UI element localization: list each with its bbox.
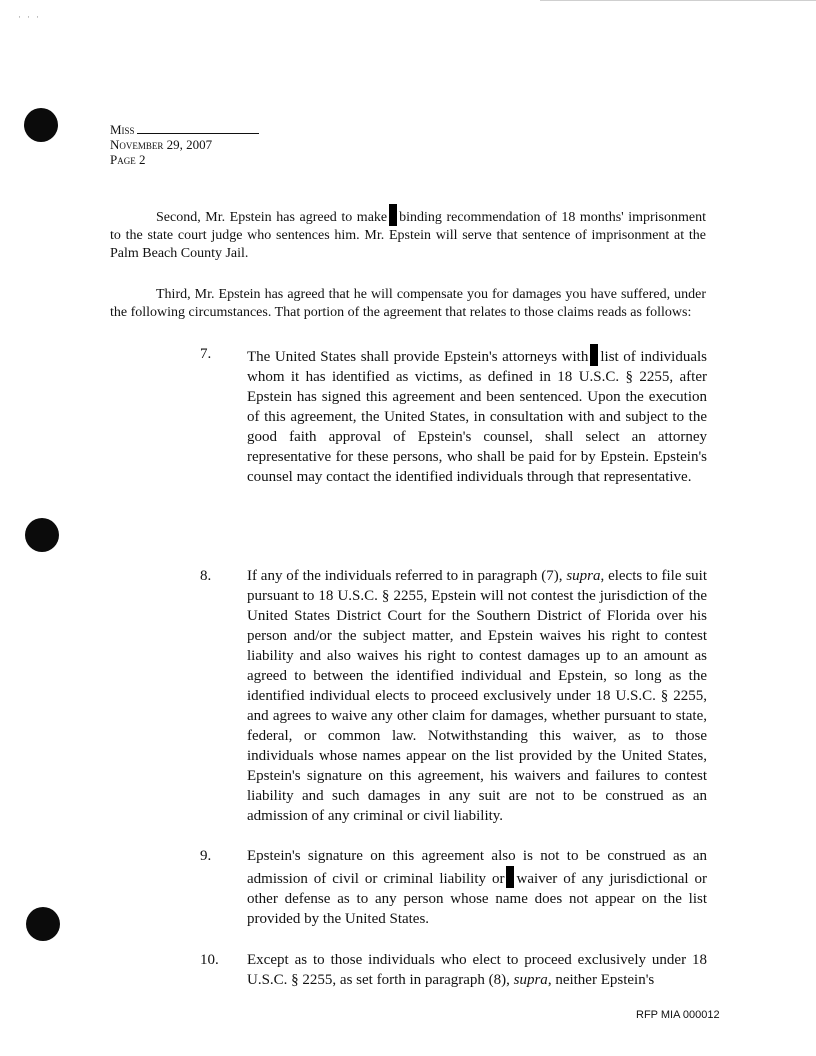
redaction-bar [506, 866, 514, 888]
scan-specks: ··· [18, 12, 45, 22]
punch-hole-top [24, 108, 58, 142]
punch-hole-bottom [26, 907, 60, 941]
item-number: 8. [200, 568, 212, 584]
item-text: Epstein's signature on this agreement also is not to be construed as an admission of civil or criminal liability or waiver of any jurisdictional or other defense as to any person whose name does not appear on the list provided by the United States. [247, 848, 707, 927]
item-number: 10. [200, 952, 219, 968]
paragraph-second: Second, Mr. Epstein has agreed to make binding recommendation of 18 months' imprisonment to the state court judge who sentences him. Mr. Epstein will serve that sentence of imprisonment at the Palm Beach County Jail. [110, 204, 706, 263]
item-text: Except as to those individuals who elect to proceed exclusively under 18 U.S.C. § 2255, as set forth in paragraph (8), supra, neither Epstein's [247, 952, 707, 988]
redaction-bar [389, 204, 397, 226]
item-number: 7. [200, 346, 212, 362]
item-text: The United States shall provide Epstein's attorneys with list of individuals whom it has identified as victims, as defined in 18 U.S.C. § 2255, after Epstein has signed this agreement and been sentenced. Upon the execution of this agreement, the United States, in consultation with and subject to the good faith approval of Epstein's counsel, shall select an attorney representative for these persons, who shall be paid for by Epstein. Epstein's counsel may contact the identified individuals through that representative. [247, 344, 707, 487]
scan-edge-line [540, 0, 816, 1]
recipient-salutation: Miss [110, 122, 135, 137]
letter-date: November 29, 2007 [110, 137, 213, 152]
page-number: Page 2 [110, 152, 146, 167]
paragraph-third: Third, Mr. Epstein has agreed that he will compensate you for damages you have suffered, under the following circumstances. That portion of the agreement that relates to those claims reads as follows: [110, 287, 706, 320]
redaction-bar [590, 344, 598, 366]
item-text: If any of the individuals referred to in paragraph (7), supra, elects to file suit pursuant to 18 U.S.C. § 2255, Epstein will not contest the jurisdiction of the United States District Court for the Southern District of Florida over his person and/or the subject matter, and Epstein waives his right to contest liability and also waives his right to contest damages up to an amount as agreed to between the identified individual and Epstein, so long as the identified individual elects to proceed exclusively under 18 U.S.C. § 2255, and agrees to waive any other claim for damages, whether pursuant to state, federal, or common law. Notwithstanding this waiver, as to those individuals whose names appear on the list provided by the United States, Epstein's signature on this agreement, his waivers and failures to contest liability and such damages in any suit are not to be construed as an admission of any criminal or civil liability. [247, 568, 707, 824]
recipient-line [110, 121, 259, 137]
bates-number: RFP MIA 000012 [636, 1009, 720, 1021]
punch-hole-middle [25, 518, 59, 552]
letter-header [110, 121, 259, 167]
item-number: 9. [200, 848, 212, 864]
recipient-blank [137, 121, 259, 134]
